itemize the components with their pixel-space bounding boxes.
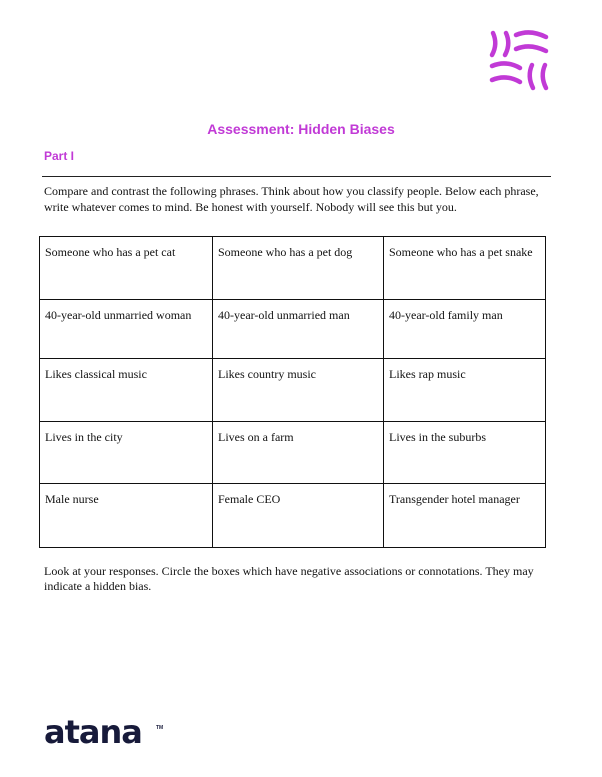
table-cell[interactable]: 40-year-old family man	[384, 300, 546, 359]
table-row	[40, 484, 546, 548]
instructions-text: Compare and contrast the following phrases. Think about how you classify people. Below each phrase, write whatever comes to mind. Be honest with yourself. Nobody will see this but you.	[44, 184, 539, 214]
table-row	[40, 359, 546, 422]
table-cell[interactable]: Lives on a farm	[213, 422, 384, 484]
table-cell[interactable]: Likes classical music	[40, 359, 213, 422]
trademark-mark: TM	[156, 725, 164, 731]
phrases-table	[39, 236, 546, 548]
table-cell[interactable]: Female CEO	[213, 484, 384, 548]
table-cell[interactable]: Someone who has a pet snake	[384, 237, 546, 300]
followup-text: Look at your responses. Circle the boxes which have negative associations or connotations. They may indicate a hidden bias.	[44, 564, 534, 593]
table-cell[interactable]: Male nurse	[40, 484, 213, 548]
table-cell[interactable]: Someone who has a pet dog	[213, 237, 384, 300]
atana-logo: atana	[44, 713, 142, 751]
table-row	[40, 300, 546, 359]
table-cell[interactable]: 40-year-old unmarried woman	[40, 300, 213, 359]
atana-mark-icon	[486, 28, 552, 92]
table-cell[interactable]: 40-year-old unmarried man	[213, 300, 384, 359]
table-cell[interactable]: Someone who has a pet cat	[40, 237, 213, 300]
table-row	[40, 237, 546, 300]
table-cell[interactable]: Likes country music	[213, 359, 384, 422]
section-divider	[42, 176, 551, 177]
table-cell[interactable]: Lives in the suburbs	[384, 422, 546, 484]
table-cell[interactable]: Lives in the city	[40, 422, 213, 484]
page-title: Assessment: Hidden Biases	[207, 121, 395, 137]
table-row	[40, 422, 546, 484]
table-cell[interactable]: Transgender hotel manager	[384, 484, 546, 548]
table-cell[interactable]: Likes rap music	[384, 359, 546, 422]
section-label: Part I	[44, 149, 75, 163]
